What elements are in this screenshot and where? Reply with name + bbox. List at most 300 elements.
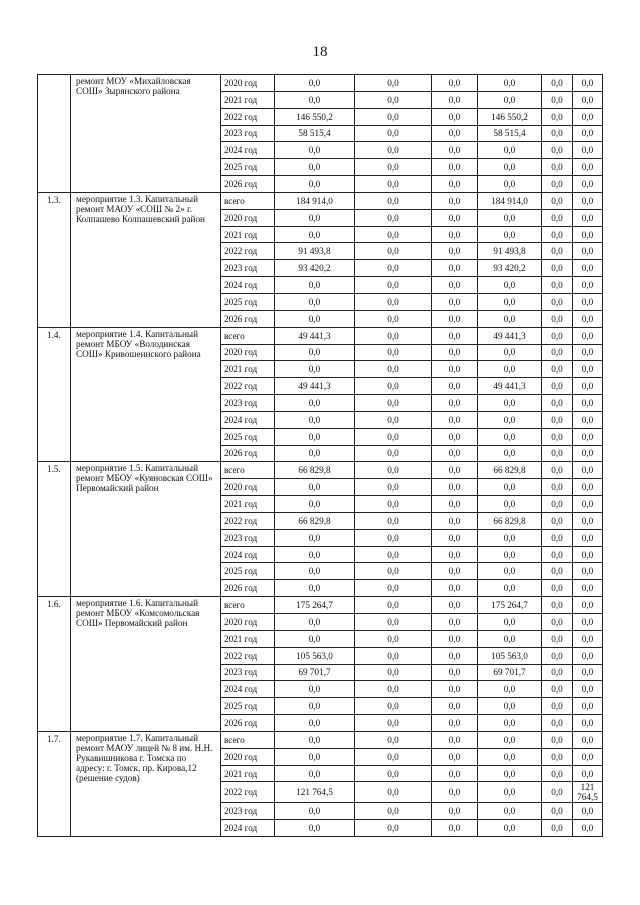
period-cell: 2023 год [221, 395, 275, 412]
value-cell: 91 493,8 [275, 243, 355, 260]
period-cell: 2022 год [221, 243, 275, 260]
value-cell: 0,0 [275, 803, 355, 820]
value-cell: 0,0 [432, 226, 478, 243]
value-cell: 0,0 [478, 344, 542, 361]
value-cell: 0,0 [355, 361, 432, 378]
period-cell: 2020 год [221, 614, 275, 631]
value-cell: 0,0 [573, 512, 603, 529]
value-cell: 0,0 [432, 142, 478, 159]
table-row [38, 731, 603, 748]
value-cell: 0,0 [275, 226, 355, 243]
period-cell: 2021 год [221, 765, 275, 782]
value-cell: 0,0 [478, 310, 542, 327]
value-cell: 0,0 [432, 75, 478, 92]
value-cell: 0,0 [432, 765, 478, 782]
item-description: ремонт МОУ «Михайловская СОШ» Зырянского района [71, 75, 221, 193]
value-cell: 0,0 [573, 361, 603, 378]
value-cell: 0,0 [355, 546, 432, 563]
value-cell: 0,0 [355, 411, 432, 428]
period-cell: 2024 год [221, 142, 275, 159]
value-cell: 0,0 [432, 260, 478, 277]
value-cell: 0,0 [573, 445, 603, 462]
value-cell: 0,0 [478, 226, 542, 243]
value-cell: 0,0 [355, 75, 432, 92]
value-cell: 0,0 [542, 614, 573, 631]
value-cell: 0,0 [573, 428, 603, 445]
value-cell: 0,0 [275, 361, 355, 378]
value-cell: 0,0 [573, 327, 603, 344]
value-cell: 0,0 [573, 748, 603, 765]
value-cell: 0,0 [542, 765, 573, 782]
value-cell: 0,0 [355, 563, 432, 580]
period-cell: 2021 год [221, 226, 275, 243]
value-cell: 0,0 [275, 344, 355, 361]
period-cell: 2025 год [221, 698, 275, 715]
value-cell: 0,0 [542, 664, 573, 681]
table-row [38, 462, 603, 479]
period-cell: 2026 год [221, 715, 275, 732]
value-cell: 0,0 [275, 496, 355, 513]
value-cell: 0,0 [573, 192, 603, 209]
value-cell: 0,0 [355, 226, 432, 243]
value-cell: 105 563,0 [275, 647, 355, 664]
value-cell: 0,0 [573, 820, 603, 837]
value-cell: 0,0 [355, 327, 432, 344]
table-row [38, 327, 603, 344]
value-cell: 0,0 [542, 715, 573, 732]
value-cell: 0,0 [573, 715, 603, 732]
value-cell: 0,0 [573, 91, 603, 108]
value-cell: 0,0 [573, 563, 603, 580]
value-cell: 0,0 [542, 512, 573, 529]
value-cell: 0,0 [275, 176, 355, 193]
value-cell: 0,0 [355, 344, 432, 361]
value-cell: 0,0 [275, 91, 355, 108]
value-cell: 0,0 [432, 820, 478, 837]
value-cell: 0,0 [478, 496, 542, 513]
period-cell: 2021 год [221, 496, 275, 513]
item-number: 1.7. [38, 731, 71, 836]
value-cell: 0,0 [478, 395, 542, 412]
value-cell: 0,0 [355, 91, 432, 108]
page-number: 18 [312, 44, 328, 60]
value-cell: 0,0 [478, 630, 542, 647]
value-cell: 0,0 [432, 428, 478, 445]
value-cell: 0,0 [478, 580, 542, 597]
value-cell: 0,0 [432, 209, 478, 226]
budget-table [37, 74, 603, 837]
period-cell: всего [221, 462, 275, 479]
value-cell: 0,0 [355, 715, 432, 732]
value-cell: 0,0 [432, 378, 478, 395]
value-cell: 0,0 [478, 209, 542, 226]
value-cell: 0,0 [478, 361, 542, 378]
value-cell: 0,0 [478, 445, 542, 462]
value-cell: 0,0 [478, 479, 542, 496]
item-description: мероприятие 1.7. Капитальный ремонт МАОУ лицей № 8 им. Н.Н. Рукавишникова г. Томска по адресу: г. Томск, пр. Кирова,12 (решение судов) [71, 731, 221, 836]
value-cell: 0,0 [355, 614, 432, 631]
value-cell: 0,0 [355, 529, 432, 546]
value-cell: 121 764,5 [573, 782, 603, 803]
value-cell: 0,0 [573, 698, 603, 715]
value-cell: 0,0 [275, 529, 355, 546]
value-cell: 0,0 [275, 428, 355, 445]
value-cell: 0,0 [542, 820, 573, 837]
value-cell: 0,0 [478, 176, 542, 193]
value-cell: 0,0 [432, 630, 478, 647]
value-cell: 0,0 [432, 293, 478, 310]
value-cell: 0,0 [275, 820, 355, 837]
value-cell: 0,0 [432, 125, 478, 142]
value-cell: 93 420,2 [275, 260, 355, 277]
value-cell: 184 914,0 [275, 192, 355, 209]
value-cell: 0,0 [573, 803, 603, 820]
period-cell: 2020 год [221, 344, 275, 361]
value-cell: 0,0 [275, 630, 355, 647]
value-cell: 0,0 [432, 344, 478, 361]
value-cell: 0,0 [478, 411, 542, 428]
value-cell: 0,0 [478, 803, 542, 820]
value-cell: 0,0 [478, 142, 542, 159]
value-cell: 0,0 [478, 91, 542, 108]
value-cell: 0,0 [275, 75, 355, 92]
period-cell: 2025 год [221, 159, 275, 176]
table-row [38, 597, 603, 614]
value-cell: 0,0 [432, 647, 478, 664]
value-cell: 0,0 [542, 378, 573, 395]
value-cell: 0,0 [275, 159, 355, 176]
period-cell: 2023 год [221, 664, 275, 681]
value-cell: 0,0 [573, 479, 603, 496]
item-description: мероприятие 1.5. Капитальный ремонт МБОУ «Куяновская СОШ» Первомайский район [71, 462, 221, 597]
value-cell: 0,0 [542, 748, 573, 765]
item-number [38, 75, 71, 193]
value-cell: 58 515,4 [478, 125, 542, 142]
value-cell: 66 829,8 [275, 512, 355, 529]
value-cell: 0,0 [432, 159, 478, 176]
value-cell: 0,0 [355, 260, 432, 277]
value-cell: 58 515,4 [275, 125, 355, 142]
period-cell: 2023 год [221, 529, 275, 546]
value-cell: 0,0 [542, 75, 573, 92]
period-cell: 2024 год [221, 546, 275, 563]
value-cell: 0,0 [355, 445, 432, 462]
value-cell: 146 550,2 [478, 108, 542, 125]
value-cell: 49 441,3 [478, 327, 542, 344]
value-cell: 0,0 [432, 462, 478, 479]
value-cell: 0,0 [275, 765, 355, 782]
value-cell: 0,0 [573, 176, 603, 193]
item-number: 1.4. [38, 327, 71, 462]
value-cell: 0,0 [355, 428, 432, 445]
value-cell: 0,0 [355, 820, 432, 837]
value-cell: 0,0 [542, 563, 573, 580]
period-cell: 2023 год [221, 260, 275, 277]
period-cell: 2020 год [221, 479, 275, 496]
value-cell: 0,0 [478, 698, 542, 715]
period-cell: 2021 год [221, 91, 275, 108]
value-cell: 66 829,8 [275, 462, 355, 479]
value-cell: 0,0 [542, 782, 573, 803]
value-cell: 0,0 [542, 647, 573, 664]
value-cell: 0,0 [573, 630, 603, 647]
value-cell: 0,0 [432, 546, 478, 563]
value-cell: 0,0 [432, 479, 478, 496]
item-number: 1.3. [38, 192, 71, 327]
value-cell: 0,0 [542, 546, 573, 563]
value-cell: 0,0 [432, 91, 478, 108]
value-cell: 49 441,3 [275, 327, 355, 344]
period-cell: 2024 год [221, 277, 275, 294]
item-description: мероприятие 1.4. Капитальный ремонт МБОУ «Володинская СОШ» Кривошеинского района [71, 327, 221, 462]
value-cell: 0,0 [542, 176, 573, 193]
value-cell: 0,0 [355, 698, 432, 715]
value-cell: 0,0 [275, 731, 355, 748]
value-cell: 0,0 [542, 344, 573, 361]
value-cell: 0,0 [432, 681, 478, 698]
table-row [38, 75, 603, 92]
value-cell: 0,0 [432, 563, 478, 580]
value-cell: 0,0 [573, 395, 603, 412]
value-cell: 0,0 [573, 614, 603, 631]
value-cell: 0,0 [275, 479, 355, 496]
value-cell: 0,0 [478, 765, 542, 782]
value-cell: 0,0 [542, 226, 573, 243]
value-cell: 0,0 [573, 411, 603, 428]
value-cell: 0,0 [355, 378, 432, 395]
value-cell: 0,0 [573, 209, 603, 226]
period-cell: всего [221, 731, 275, 748]
value-cell: 93 420,2 [478, 260, 542, 277]
value-cell: 0,0 [432, 748, 478, 765]
value-cell: 0,0 [432, 108, 478, 125]
value-cell: 0,0 [542, 142, 573, 159]
value-cell: 0,0 [542, 462, 573, 479]
value-cell: 0,0 [542, 310, 573, 327]
item-description: мероприятие 1.3. Капитальный ремонт МАОУ «СОШ № 2» г. Колпашево Колпашевский район [71, 192, 221, 327]
value-cell: 0,0 [275, 395, 355, 412]
value-cell: 0,0 [573, 108, 603, 125]
value-cell: 0,0 [355, 310, 432, 327]
value-cell: 0,0 [542, 597, 573, 614]
value-cell: 0,0 [573, 664, 603, 681]
period-cell: всего [221, 192, 275, 209]
value-cell: 0,0 [478, 614, 542, 631]
value-cell: 0,0 [478, 748, 542, 765]
value-cell: 0,0 [573, 260, 603, 277]
value-cell: 0,0 [478, 681, 542, 698]
value-cell: 0,0 [542, 698, 573, 715]
value-cell: 0,0 [275, 310, 355, 327]
value-cell: 0,0 [355, 496, 432, 513]
period-cell: 2020 год [221, 209, 275, 226]
period-cell: 2022 год [221, 378, 275, 395]
value-cell: 0,0 [542, 496, 573, 513]
value-cell: 0,0 [275, 411, 355, 428]
value-cell: 0,0 [355, 664, 432, 681]
value-cell: 0,0 [432, 277, 478, 294]
value-cell: 121 764,5 [275, 782, 355, 803]
period-cell: 2025 год [221, 563, 275, 580]
value-cell: 0,0 [355, 630, 432, 647]
period-cell: 2026 год [221, 310, 275, 327]
value-cell: 0,0 [432, 614, 478, 631]
period-cell: 2020 год [221, 75, 275, 92]
value-cell: 105 563,0 [478, 647, 542, 664]
value-cell: 0,0 [432, 803, 478, 820]
value-cell: 0,0 [275, 293, 355, 310]
value-cell: 0,0 [573, 529, 603, 546]
value-cell: 0,0 [275, 209, 355, 226]
value-cell: 0,0 [275, 681, 355, 698]
value-cell: 0,0 [432, 411, 478, 428]
value-cell: 0,0 [542, 580, 573, 597]
period-cell: 2020 год [221, 748, 275, 765]
period-cell: 2026 год [221, 445, 275, 462]
period-cell: 2026 год [221, 176, 275, 193]
value-cell: 0,0 [542, 803, 573, 820]
value-cell: 0,0 [478, 277, 542, 294]
value-cell: 0,0 [478, 782, 542, 803]
value-cell: 0,0 [478, 529, 542, 546]
value-cell: 0,0 [542, 108, 573, 125]
value-cell: 0,0 [573, 597, 603, 614]
value-cell: 0,0 [355, 765, 432, 782]
value-cell: 0,0 [542, 159, 573, 176]
value-cell: 0,0 [573, 142, 603, 159]
value-cell: 0,0 [432, 512, 478, 529]
value-cell: 0,0 [542, 260, 573, 277]
value-cell: 0,0 [542, 411, 573, 428]
value-cell: 0,0 [355, 176, 432, 193]
value-cell: 0,0 [573, 226, 603, 243]
value-cell: 0,0 [573, 277, 603, 294]
value-cell: 0,0 [478, 731, 542, 748]
value-cell: 69 701,7 [275, 664, 355, 681]
value-cell: 0,0 [542, 445, 573, 462]
value-cell: 146 550,2 [275, 108, 355, 125]
item-number: 1.5. [38, 462, 71, 597]
period-cell: 2021 год [221, 361, 275, 378]
value-cell: 0,0 [432, 243, 478, 260]
table-body [38, 75, 603, 837]
value-cell: 0,0 [432, 445, 478, 462]
value-cell: 0,0 [355, 681, 432, 698]
value-cell: 0,0 [478, 428, 542, 445]
value-cell: 0,0 [542, 479, 573, 496]
value-cell: 0,0 [573, 159, 603, 176]
value-cell: 0,0 [573, 75, 603, 92]
value-cell: 0,0 [355, 782, 432, 803]
value-cell: 0,0 [355, 731, 432, 748]
value-cell: 0,0 [355, 209, 432, 226]
value-cell: 0,0 [542, 192, 573, 209]
value-cell: 0,0 [355, 647, 432, 664]
item-number: 1.6. [38, 597, 71, 732]
value-cell: 0,0 [355, 512, 432, 529]
value-cell: 0,0 [355, 159, 432, 176]
value-cell: 0,0 [275, 546, 355, 563]
value-cell: 0,0 [432, 395, 478, 412]
value-cell: 0,0 [542, 277, 573, 294]
value-cell: 0,0 [432, 192, 478, 209]
value-cell: 0,0 [542, 731, 573, 748]
value-cell: 0,0 [478, 715, 542, 732]
value-cell: 0,0 [542, 243, 573, 260]
value-cell: 0,0 [432, 496, 478, 513]
value-cell: 0,0 [432, 782, 478, 803]
period-cell: 2022 год [221, 512, 275, 529]
value-cell: 0,0 [573, 496, 603, 513]
period-cell: 2024 год [221, 681, 275, 698]
value-cell: 0,0 [573, 647, 603, 664]
value-cell: 0,0 [275, 445, 355, 462]
value-cell: 0,0 [573, 243, 603, 260]
value-cell: 49 441,3 [478, 378, 542, 395]
value-cell: 49 441,3 [275, 378, 355, 395]
value-cell: 0,0 [432, 580, 478, 597]
value-cell: 0,0 [573, 681, 603, 698]
period-cell: 2023 год [221, 125, 275, 142]
value-cell: 0,0 [355, 803, 432, 820]
value-cell: 0,0 [275, 142, 355, 159]
value-cell: 0,0 [478, 546, 542, 563]
value-cell: 0,0 [355, 243, 432, 260]
table-row [38, 192, 603, 209]
period-cell: 2022 год [221, 782, 275, 803]
period-cell: 2026 год [221, 580, 275, 597]
value-cell: 0,0 [432, 361, 478, 378]
value-cell: 0,0 [542, 327, 573, 344]
value-cell: 0,0 [478, 563, 542, 580]
value-cell: 0,0 [355, 597, 432, 614]
value-cell: 0,0 [432, 597, 478, 614]
period-cell: 2024 год [221, 820, 275, 837]
value-cell: 0,0 [275, 715, 355, 732]
value-cell: 0,0 [478, 293, 542, 310]
value-cell: 0,0 [355, 142, 432, 159]
value-cell: 0,0 [478, 75, 542, 92]
value-cell: 0,0 [573, 580, 603, 597]
value-cell: 0,0 [573, 344, 603, 361]
value-cell: 0,0 [275, 580, 355, 597]
value-cell: 91 493,8 [478, 243, 542, 260]
value-cell: 0,0 [355, 125, 432, 142]
value-cell: 0,0 [542, 361, 573, 378]
value-cell: 0,0 [432, 731, 478, 748]
period-cell: 2021 год [221, 630, 275, 647]
value-cell: 0,0 [275, 563, 355, 580]
value-cell: 0,0 [355, 462, 432, 479]
value-cell: 0,0 [542, 395, 573, 412]
value-cell: 0,0 [542, 529, 573, 546]
period-cell: 2025 год [221, 428, 275, 445]
value-cell: 0,0 [573, 462, 603, 479]
value-cell: 0,0 [355, 108, 432, 125]
item-description: мероприятие 1.6. Капитальный ремонт МБОУ «Комсомольская СОШ» Первомайский район [71, 597, 221, 732]
value-cell: 0,0 [275, 748, 355, 765]
value-cell: 0,0 [573, 378, 603, 395]
value-cell: 69 701,7 [478, 664, 542, 681]
value-cell: 0,0 [573, 731, 603, 748]
value-cell: 66 829,8 [478, 462, 542, 479]
value-cell: 0,0 [432, 310, 478, 327]
value-cell: 0,0 [355, 748, 432, 765]
value-cell: 0,0 [355, 580, 432, 597]
value-cell: 0,0 [542, 681, 573, 698]
value-cell: 0,0 [573, 293, 603, 310]
value-cell: 0,0 [432, 327, 478, 344]
